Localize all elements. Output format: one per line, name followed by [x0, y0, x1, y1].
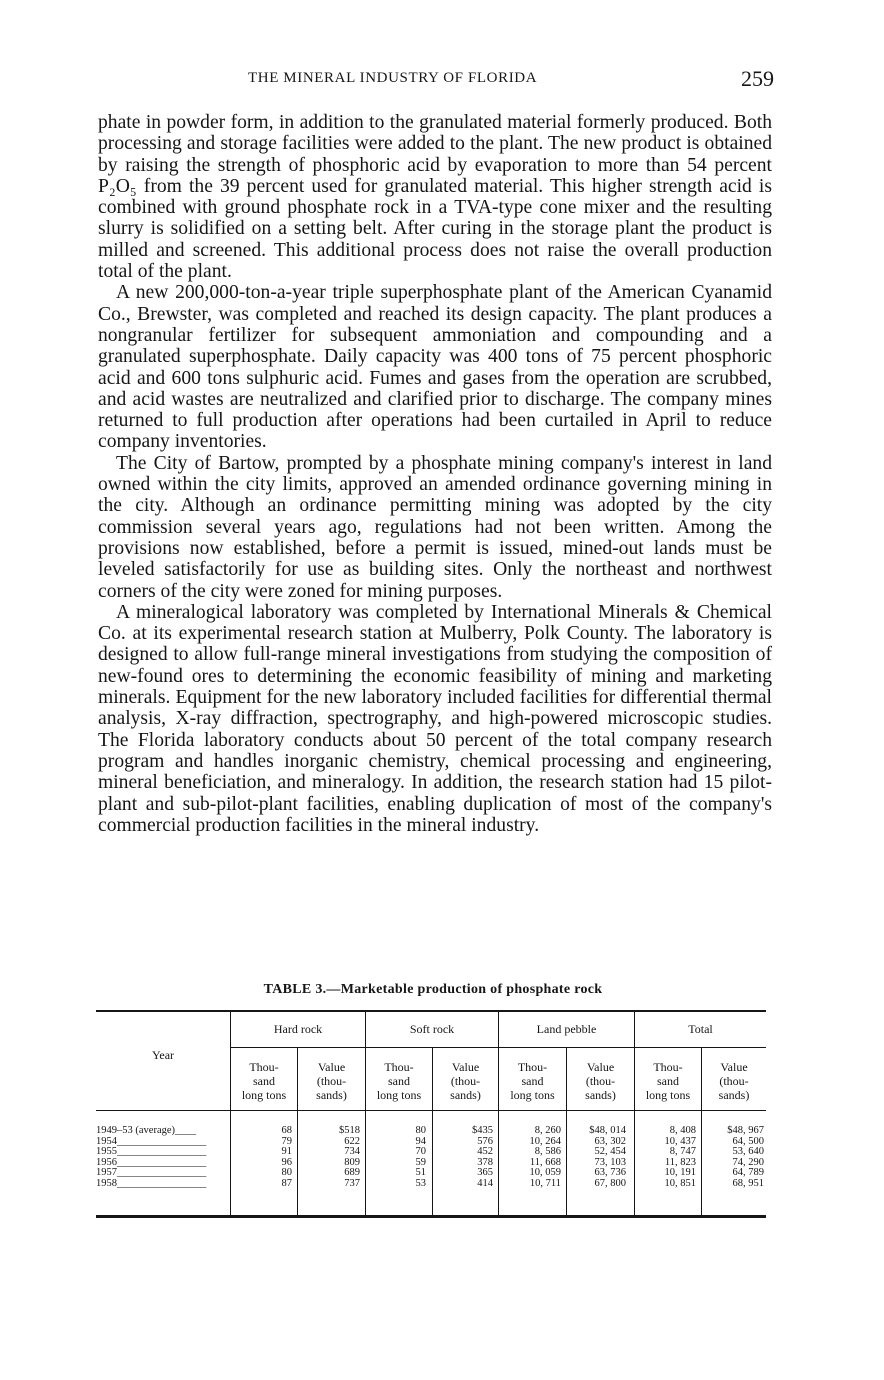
- table-cell: $435: [472, 1125, 493, 1136]
- table-cell: 576: [477, 1135, 493, 1147]
- table-cell: 51: [415, 1167, 426, 1179]
- land-pebble-tons-column: [504, 1126, 561, 1190]
- table-title: TABLE 3.—Marketable production of phosphate rock: [263, 982, 603, 997]
- total-tons-column: [640, 1126, 696, 1190]
- table-cell: 378: [477, 1156, 493, 1168]
- table-cell: 80: [281, 1167, 292, 1179]
- column-divider: [634, 1012, 635, 1215]
- land-pebble-value-column: [570, 1126, 626, 1190]
- hard-rock-tons-column: [240, 1126, 292, 1190]
- table-cell: 8, 260: [534, 1125, 561, 1136]
- column-divider: [230, 1012, 231, 1215]
- sub-header-value: Value (thou- sands): [718, 1060, 750, 1102]
- table-cell: 94: [415, 1135, 426, 1147]
- paragraph: phate in powder form, in addition to the granulated material formerly produced. Both processing and storage facilities were added to the plant. The new product is obtained by raising the strength of phosphoric acid by evaporation to more than 54 percent P₂O₅ from the 39 percent used for granulated material. This higher strength acid is combined with ground phosphate rock in a TVA-type cone mixer and the resulting slurry is solidified on a setting belt. After curing in the storage plant the product is milled and screened. This additional process does not raise the overall production total of the plant.: [98, 112, 772, 283]
- table-cell: 53, 640: [732, 1146, 764, 1158]
- table-cell: $48, 967: [727, 1125, 764, 1136]
- table-cell: 452: [477, 1146, 493, 1158]
- group-header-hard-rock: Hard rock: [273, 1022, 323, 1036]
- table-cell: 737: [344, 1177, 360, 1189]
- column-divider: [365, 1012, 366, 1215]
- table-cell: 1949–53 (average)____: [96, 1125, 197, 1136]
- table-cell: 10, 437: [664, 1135, 696, 1147]
- table-cell: 10, 059: [529, 1167, 561, 1179]
- table-cell: 365: [477, 1167, 493, 1179]
- table-cell: 689: [344, 1167, 360, 1179]
- table-cell: 1954_________________: [96, 1135, 207, 1147]
- table-cell: 1955_________________: [96, 1146, 207, 1158]
- table-cell: 68: [281, 1125, 292, 1136]
- table-cell: 10, 711: [529, 1177, 561, 1189]
- table-cell: 11, 823: [664, 1156, 696, 1168]
- page-number: 259: [741, 66, 774, 91]
- table-cell: 68, 951: [732, 1177, 764, 1189]
- table-cell: 64, 789: [732, 1167, 764, 1179]
- table-cell: 73, 103: [594, 1156, 626, 1168]
- table-cell: 79: [281, 1135, 292, 1147]
- paragraph: A mineralogical laboratory was completed by International Minerals & Chemical Co. at its experimental research station at Mulberry, Polk County. The laboratory is designed to allow full-range mineral investigations from studying the composition of new-found ores to determining the economic feasibility of mining and marketing minerals. Equipment for the new laboratory included facilities for differential thermal analysis, X-ray diffraction, spectrography, and high-powered microscopic studies. The Florida laboratory conducts about 50 percent of the total company research program and handles inorganic chemistry, chemical processing and engineering, mineral beneficiation, and mineralogy. In addition, the research station had 15 pilot-plant and sub-pilot-plant facilities, enabling duplication of most of the company's commercial production facilities in the mineral industry.: [98, 601, 772, 836]
- table-cell: 8, 747: [669, 1146, 696, 1158]
- year-column: [96, 1126, 228, 1190]
- sub-header-value: Value (thou- sands): [316, 1060, 347, 1102]
- table-cell: 52, 454: [594, 1146, 626, 1158]
- table-cell: 1956_________________: [96, 1156, 207, 1168]
- sub-header-tons: Thou- sand long tons: [645, 1060, 691, 1102]
- table-cell: 10, 851: [664, 1177, 696, 1189]
- running-title: THE MINERAL INDUSTRY OF FLORIDA: [248, 70, 538, 86]
- table-cell: $518: [339, 1125, 360, 1136]
- year-header: Year: [151, 1048, 175, 1062]
- table-cell: 91: [281, 1146, 292, 1158]
- total-value-column: [706, 1126, 764, 1190]
- header-bottom-rule: [96, 1110, 766, 1111]
- soft-rock-value-column: [440, 1126, 493, 1190]
- table-cell: 67, 800: [594, 1177, 626, 1189]
- group-header-land-pebble: Land pebble: [536, 1022, 597, 1036]
- sub-header-value: Value (thou- sands): [585, 1060, 616, 1102]
- table-cell: 622: [344, 1135, 360, 1147]
- body-text: [98, 112, 772, 836]
- table-cell: 10, 264: [529, 1135, 561, 1147]
- table-cell: 53: [415, 1177, 426, 1189]
- table-cell: $48, 014: [589, 1125, 626, 1136]
- hard-rock-value-column: [305, 1126, 360, 1190]
- table-cell: 70: [415, 1146, 426, 1158]
- sub-header-value: Value (thou- sands): [450, 1060, 481, 1102]
- table-cell: 8, 408: [669, 1125, 696, 1136]
- table-cell: 414: [477, 1177, 493, 1189]
- paragraph: A new 200,000-ton-a-year triple superphosphate plant of the American Cyanamid Co., Brewster, was completed and reached its design capacity. The plant produces a nongranular fertilizer for subsequent ammoniation and compounding and a granulated superphosphate. Daily capacity was 400 tons of 75 percent phosphoric acid and 600 tons sulphuric acid. Fumes and gases from the operation are scrubbed, and acid wastes are neutralized and clarified prior to discharge. The company mines returned to full production after operations had been curtailed in April to reduce company inventories.: [98, 282, 772, 453]
- sub-header-tons: Thou- sand long tons: [241, 1060, 287, 1102]
- table-bottom-rule: [96, 1215, 766, 1218]
- table-cell: 8, 586: [534, 1146, 561, 1158]
- table-cell: 63, 736: [594, 1167, 626, 1179]
- table-cell: 87: [281, 1177, 292, 1189]
- sub-header-tons: Thou- sand long tons: [376, 1060, 422, 1102]
- group-header-soft-rock: Soft rock: [409, 1022, 455, 1036]
- table-cell: 64, 500: [732, 1135, 764, 1147]
- table-cell: 809: [344, 1156, 360, 1168]
- table-top-rule: [96, 1010, 766, 1012]
- group-header-rule: [230, 1047, 766, 1048]
- column-divider: [498, 1012, 499, 1215]
- table-cell: 59: [415, 1156, 426, 1168]
- page-header: [98, 66, 774, 94]
- sub-header-tons: Thou- sand long tons: [510, 1060, 555, 1102]
- group-header-total: Total: [688, 1022, 713, 1036]
- table-cell: 1957_________________: [96, 1167, 207, 1179]
- table-cell: 74, 290: [732, 1156, 764, 1168]
- table-cell: 63, 302: [594, 1135, 626, 1147]
- table-cell: 10, 191: [664, 1167, 696, 1179]
- table-cell: 96: [281, 1156, 292, 1168]
- table-cell: 1958_________________: [96, 1177, 207, 1189]
- table-cell: 80: [415, 1125, 426, 1136]
- table-cell: 11, 668: [529, 1156, 561, 1168]
- table-cell: 734: [344, 1146, 360, 1158]
- paragraph: The City of Bartow, prompted by a phosphate mining company's interest in land owned within the city limits, approved an amended ordinance governing mining in the city. Although an ordinance permitting mining was adopted by the city commission several years ago, regulations had not been written. Among the provisions now established, before a permit is issued, mined-out lands must be leveled satisfactorily for use as building sites. Only the northeast and northwest corners of the city were zoned for mining purposes.: [98, 452, 772, 602]
- soft-rock-tons-column: [374, 1126, 426, 1190]
